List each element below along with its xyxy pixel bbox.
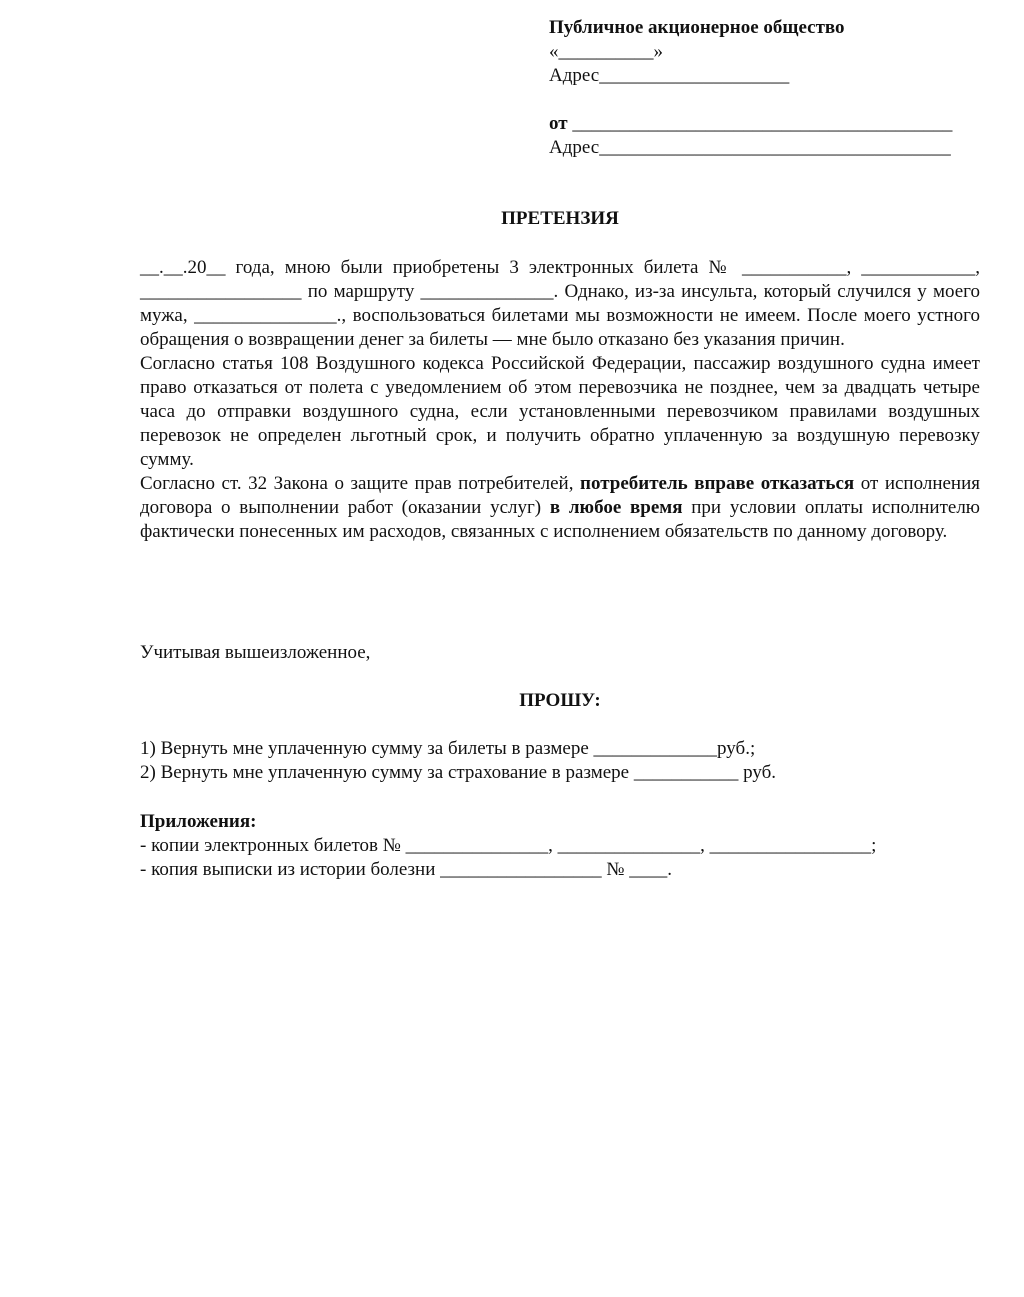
considering-line: Учитывая вышеизложенное, — [140, 642, 371, 663]
request-item: 1) Вернуть мне уплаченную сумму за билеты в размере _____________руб.; — [140, 738, 756, 759]
consumer-law-mid: от исполнения договора о выполнении работ (оказании услуг) — [140, 473, 980, 518]
request-list — [140, 737, 980, 785]
claim-body — [140, 256, 980, 544]
attachments-block — [140, 810, 980, 882]
spacer — [549, 88, 989, 112]
attachment-item: - копия выписки из истории болезни _________________ № ____. — [140, 859, 673, 880]
paragraph-air-code: Согласно статья 108 Воздушного кодекса Российской Федерации, пассажир воздушного судна имеет право отказаться от полета с уведомлением об этом перевозчика не позднее, чем за двадцать четыре часа до отправки воздушного судна, если установленными перевозчиком правилами воздушных перевозок не определен льготный срок, и получить обратно уплаченную за воздушную перевозку сумму. — [140, 353, 980, 470]
from-label: от — [549, 113, 568, 134]
company-name: «__________» — [549, 41, 663, 62]
consumer-law-end: при условии оплаты исполнителю фактически понесенных им расходов, связанных с исполнением обязательств по данному договору. — [140, 497, 980, 542]
paragraph-purchase: __.__.20__ года, мною были приобретены 3 электронных билета № ___________, ____________, _________________ по маршруту ______________. Однако, из-за инсульта, который случился у моего мужа, _______________., воспользоваться билетами мы возможности не имеем. После моего устного обращения о возвращении денег за билеты — мне было отказано без указания причин. — [140, 257, 980, 350]
consumer-law-bold-1: потребитель вправе отказаться — [580, 473, 855, 494]
addressee-block — [549, 16, 989, 160]
paragraph-consumer-law — [140, 472, 980, 544]
company-address: Адрес____________________ — [549, 65, 790, 86]
consumer-law-start: Согласно ст. 32 Закона о защите прав потребителей, — [140, 473, 580, 494]
request-title: ПРОШУ: — [519, 690, 601, 711]
document-title: ПРЕТЕНЗИЯ — [501, 208, 619, 229]
company-type: Публичное акционерное общество — [549, 17, 845, 38]
sender-address: Адрес_____________________________________ — [549, 137, 951, 158]
attachment-item: - копии электронных билетов № _______________, _______________, _________________; — [140, 835, 877, 856]
request-item: 2) Вернуть мне уплаченную сумму за страхование в размере ___________ руб. — [140, 762, 776, 783]
from-blank: ________________________________________ — [567, 113, 953, 134]
sender-line — [549, 112, 989, 136]
attachments-title: Приложения: — [140, 811, 257, 832]
consumer-law-bold-2: в любое время — [549, 497, 683, 518]
